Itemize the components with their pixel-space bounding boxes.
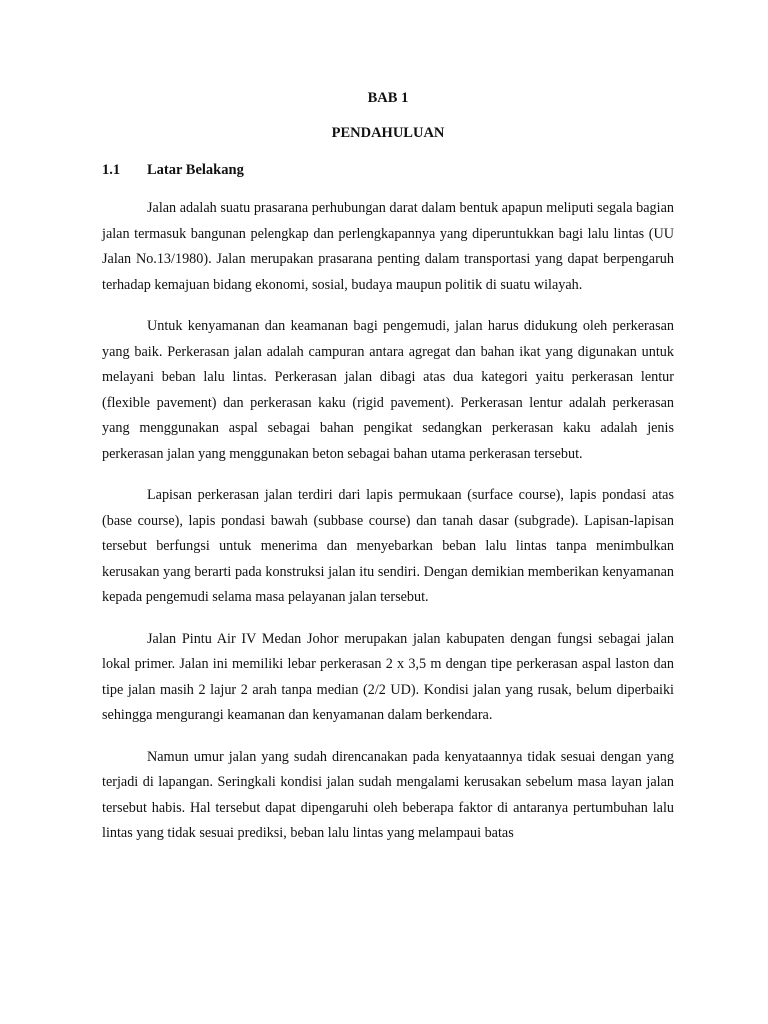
paragraph-5: Namun umur jalan yang sudah direncanakan pada kenyataannya tidak sesuai dengan yang terjadi di lapangan. Seringkali kondisi jalan sudah mengalami kerusakan sebelum masa layan jalan tersebut habis. Hal tersebut dapat dipengaruhi oleh beberapa faktor di antaranya pertumbuhan lalu lintas yang tidak sesuai prediksi, beban lalu lintas yang melampaui batas — [102, 748, 674, 841]
body-text — [102, 196, 674, 863]
section-number: 1.1 — [102, 162, 121, 178]
chapter-title: PENDAHULUAN — [331, 125, 445, 141]
section-heading — [102, 158, 674, 182]
paragraph-1: Jalan adalah suatu prasarana perhubungan darat dalam bentuk apapun meliputi segala bagian jalan termasuk bangunan pelengkap dan perlengkapannya yang diperuntukkan bagi lalu lintas (UU Jalan No.13/1980). Jalan merupakan prasarana penting dalam transportasi yang dapat berpengaruh terhadap kemajuan bidang ekonomi, sosial, budaya maupun politik di suatu wilayah. — [102, 200, 674, 293]
section-title: Latar Belakang — [147, 162, 244, 178]
paragraph-2: Untuk kenyamanan dan keamanan bagi pengemudi, jalan harus didukung oleh perkerasan yang baik. Perkerasan jalan adalah campuran antara agregat dan bahan ikat yang digunakan untuk melayani beban lalu lintas. Perkerasan jalan dibagi atas dua kategori yaitu perkerasan lentur (flexible pavement) dan perkerasan kaku (rigid pavement). Perkerasan lentur adalah perkerasan yang menggunakan aspal sebagai bahan pengikat sedangkan perkerasan kaku adalah jenis perkerasan jalan yang menggunakan beton sebagai bahan utama perkerasan tersebut. — [102, 318, 674, 462]
paragraph-4: Jalan Pintu Air IV Medan Johor merupakan jalan kabupaten dengan fungsi sebagai jalan lokal primer. Jalan ini memiliki lebar perkerasan 2 x 3,5 m dengan tipe perkerasan aspal laston dan tipe jalan masih 2 lajur 2 arah tanpa median (2/2 UD). Kondisi jalan yang rusak, belum diperbaiki sehingga mengurangi keamanan dan kenyamanan dalam berkendara. — [102, 630, 674, 723]
chapter-label: BAB 1 — [367, 90, 409, 106]
paragraph-3: Lapisan perkerasan jalan terdiri dari lapis permukaan (surface course), lapis pondasi atas (base course), lapis pondasi bawah (subbase course) dan tanah dasar (subgrade). Lapisan-lapisan tersebut berfungsi untuk menerima dan menyebarkan beban lalu lintas tanpa menimbulkan kerusakan yang berarti pada konstruksi jalan itu sendiri. Dengan demikian memberikan kenyamanan kepada pengemudi selama masa pelayanan jalan tersebut. — [102, 487, 674, 605]
